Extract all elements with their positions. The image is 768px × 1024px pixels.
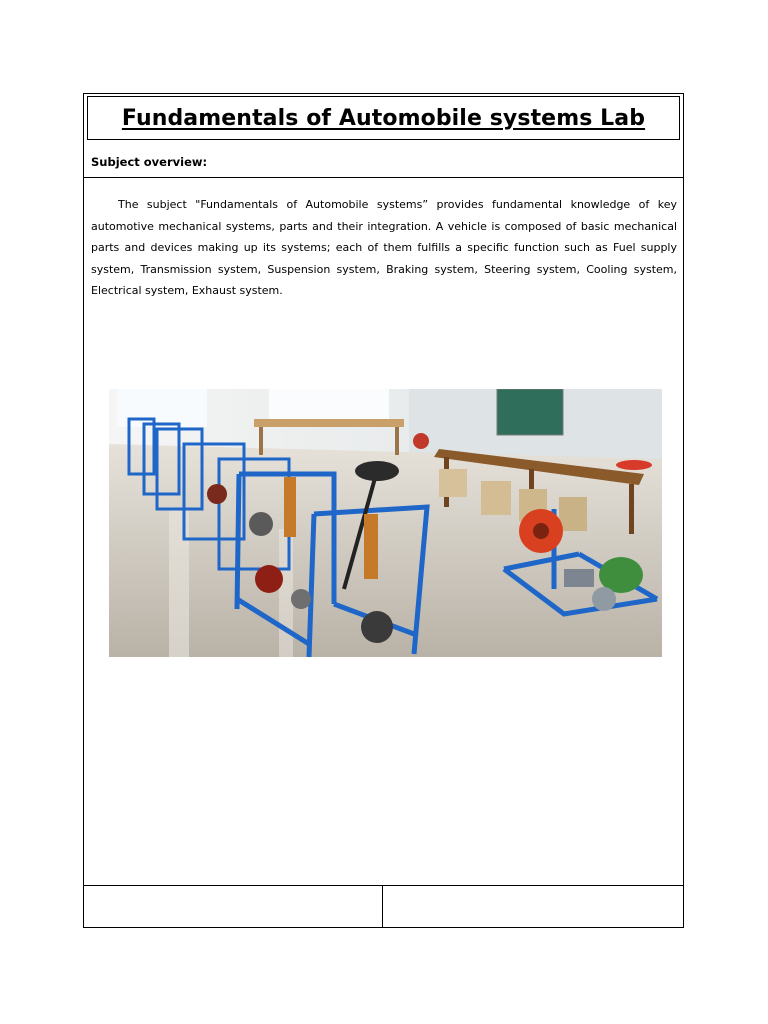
subject-heading: Subject overview: <box>91 155 208 169</box>
page-title: Fundamentals of Automobile systems Lab <box>121 105 646 131</box>
subject-heading-row <box>84 140 683 178</box>
lab-photo <box>109 389 662 657</box>
footer-cell-right <box>383 886 683 928</box>
document-page <box>83 93 684 928</box>
footer-row <box>84 885 683 928</box>
footer-cell-left <box>84 886 383 928</box>
subject-overview-text: The subject "Fundamentals of Automobile systems” provides fundamental knowledge of key automotive mechanical systems, parts and their integration. A vehicle is composed of basic mechanical parts and devices making up its systems; each of them fulfills a specific function such as Fuel supply system, Transmission system, Suspension system, Braking system, Steering system, Cooling system, Electrical system, Exhaust system. <box>91 198 677 297</box>
title-box <box>87 96 680 140</box>
